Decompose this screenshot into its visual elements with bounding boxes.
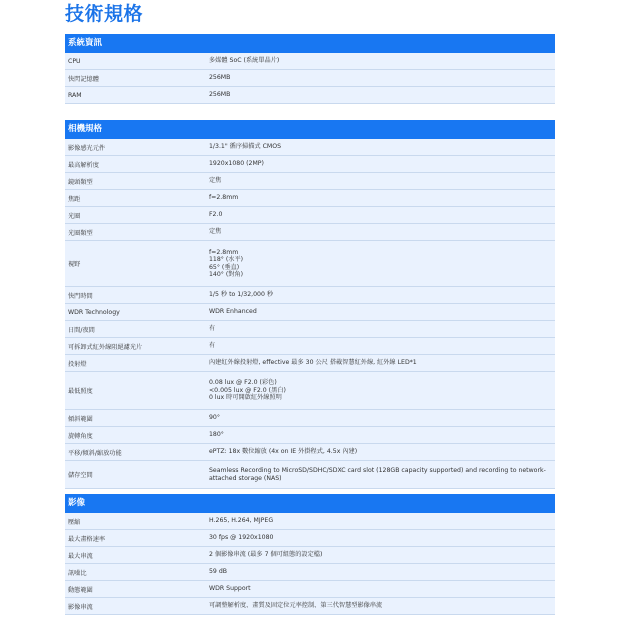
spec-row (65, 287, 555, 304)
spec-label: 最低照度 (68, 388, 93, 395)
spec-value-line: 180° (209, 431, 224, 439)
section-header: 影像 (65, 494, 555, 513)
spec-label: 快閃記憶體 (68, 75, 99, 83)
spec-label: 旋轉角度 (68, 432, 93, 440)
spec-row (65, 156, 555, 173)
spec-label: 快門時間 (68, 292, 93, 300)
spec-label: 光圈類型 (68, 229, 93, 237)
spec-value-line: ePTZ: 18x 數位縮放 (4x on IE 外掛程式, 4.5x 內建) (209, 448, 358, 456)
spec-label: 儲存空間 (68, 472, 93, 479)
spec-label: 影像感光元件 (68, 144, 106, 152)
spec-value-line: F2.0 (209, 211, 223, 219)
spec-value-line: 256MB (209, 74, 231, 82)
spec-value-line: 59 dB (209, 568, 228, 576)
spec-label: 視野 (68, 261, 81, 268)
spec-value (209, 533, 555, 543)
spec-row (65, 304, 555, 321)
spec-value-line: 內建紅外線投射燈, effective 最多 30 公尺 搭載智慧紅外線, 紅外線 LED*1 (209, 359, 417, 367)
spec-section (65, 494, 555, 615)
spec-label: 最高解析度 (68, 161, 99, 169)
spec-value (209, 307, 555, 317)
spec-value (209, 358, 555, 368)
spec-value-line: 定焦 (209, 177, 222, 185)
spec-row (65, 372, 555, 410)
spec-label: 焦距 (68, 195, 81, 203)
spec-label: 最大串流 (68, 552, 93, 560)
spec-row (65, 598, 555, 615)
spec-row (65, 139, 555, 156)
spec-label: 日間/夜間 (68, 326, 95, 334)
spec-value (209, 567, 555, 577)
spec-value-line: 1920x1080 (2MP) (209, 160, 264, 168)
spec-value-line: 有 (209, 325, 216, 333)
spec-value (209, 193, 555, 203)
spec-value (209, 227, 555, 237)
spec-label: CPU (68, 57, 81, 65)
spec-row (65, 513, 555, 530)
spec-label: 平移/傾斜/縮放功能 (68, 449, 122, 457)
page-title: 技術規格 (65, 3, 144, 25)
spec-row (65, 444, 555, 461)
spec-value (209, 466, 555, 484)
spec-value (209, 159, 555, 169)
spec-row (65, 461, 555, 489)
spec-value-line: 118° (水平) (209, 256, 244, 264)
spec-value (209, 413, 555, 423)
spec-row (65, 241, 555, 287)
spec-value (209, 601, 555, 611)
spec-row (65, 190, 555, 207)
spec-value (209, 430, 555, 440)
spec-value (209, 341, 555, 351)
spec-value (209, 584, 555, 594)
spec-section (65, 120, 555, 489)
spec-row (65, 224, 555, 241)
spec-row (65, 564, 555, 581)
spec-value-line: 90° (209, 414, 220, 422)
spec-label: 可拆卸式紅外線阻絕濾光片 (68, 343, 143, 351)
spec-value-line: 2 個影像串流 (最多 7 個可組態的設定檔) (209, 551, 323, 559)
spec-value (209, 90, 555, 100)
spec-value (209, 324, 555, 334)
spec-label: 最大畫格速率 (68, 535, 106, 543)
spec-label: 投射燈 (68, 360, 87, 368)
spec-label: 訊噪比 (68, 569, 87, 577)
spec-value-line: 30 fps @ 1920x1080 (209, 534, 274, 542)
spec-label: 影像串流 (68, 603, 93, 611)
section-header: 系統資訊 (65, 34, 555, 53)
spec-value-line: WDR Support (209, 585, 251, 593)
spec-value (209, 210, 555, 220)
spec-section (65, 34, 555, 104)
spec-row (65, 410, 555, 427)
spec-value (209, 247, 555, 280)
spec-row (65, 321, 555, 338)
spec-value-line: 定焦 (209, 228, 222, 236)
spec-value-line: 多媒體 SoC (系統單晶片) (209, 57, 280, 65)
spec-row (65, 427, 555, 444)
spec-value-line: 1/3.1" 循序掃描式 CMOS (209, 143, 282, 151)
spec-row (65, 338, 555, 355)
spec-row (65, 547, 555, 564)
spec-value-line: 可調整解析度、畫質及固定位元率控制、第三代智慧型影像串流 (209, 602, 383, 610)
spec-value (209, 176, 555, 186)
spec-value-line: 有 (209, 342, 216, 350)
spec-value (209, 56, 555, 66)
section-header: 相機規格 (65, 120, 555, 139)
spec-value (209, 516, 555, 526)
spec-value-line: Seamless Recording to MicroSD/SDHC/SDXC card slot (128GB capacity supported) and recording to network-attached storage (NAS) (209, 467, 546, 482)
spec-row (65, 53, 555, 70)
spec-value (209, 73, 555, 83)
spec-row (65, 207, 555, 224)
spec-value (209, 290, 555, 300)
spec-row (65, 70, 555, 87)
spec-value (209, 378, 555, 403)
spec-value-line: 0 lux 時可開啟紅外線照明 (209, 394, 282, 402)
spec-row (65, 355, 555, 372)
spec-value-line: 65° (垂直) (209, 263, 240, 271)
spec-label: 傾斜範圍 (68, 415, 93, 423)
spec-row (65, 87, 555, 104)
spec-label: 動態範圍 (68, 586, 93, 594)
spec-value-line: 140° (對角) (209, 270, 244, 278)
spec-value-line: 1/5 秒 to 1/32,000 秒 (209, 291, 274, 299)
spec-value-line: f=2.8mm (209, 248, 239, 256)
spec-label: 鏡頭類型 (68, 178, 93, 186)
spec-row (65, 173, 555, 190)
spec-label: WDR Technology (68, 308, 120, 316)
spec-value (209, 447, 555, 457)
spec-label: 光圈 (68, 212, 81, 220)
spec-value-line: 0.08 lux @ F2.0 (彩色) (209, 379, 277, 387)
spec-value-line: 256MB (209, 91, 231, 99)
spec-value (209, 142, 555, 152)
spec-value-line: <0.005 lux @ F2.0 (黑白) (209, 386, 286, 394)
spec-value-line: WDR Enhanced (209, 308, 257, 316)
spec-value-line: H.265, H.264, MJPEG (209, 517, 274, 525)
spec-value (209, 550, 555, 560)
spec-label: 壓縮 (68, 518, 81, 526)
spec-label: RAM (68, 91, 82, 99)
spec-value-line: f=2.8mm (209, 194, 239, 202)
spec-row (65, 530, 555, 547)
spec-row (65, 581, 555, 598)
